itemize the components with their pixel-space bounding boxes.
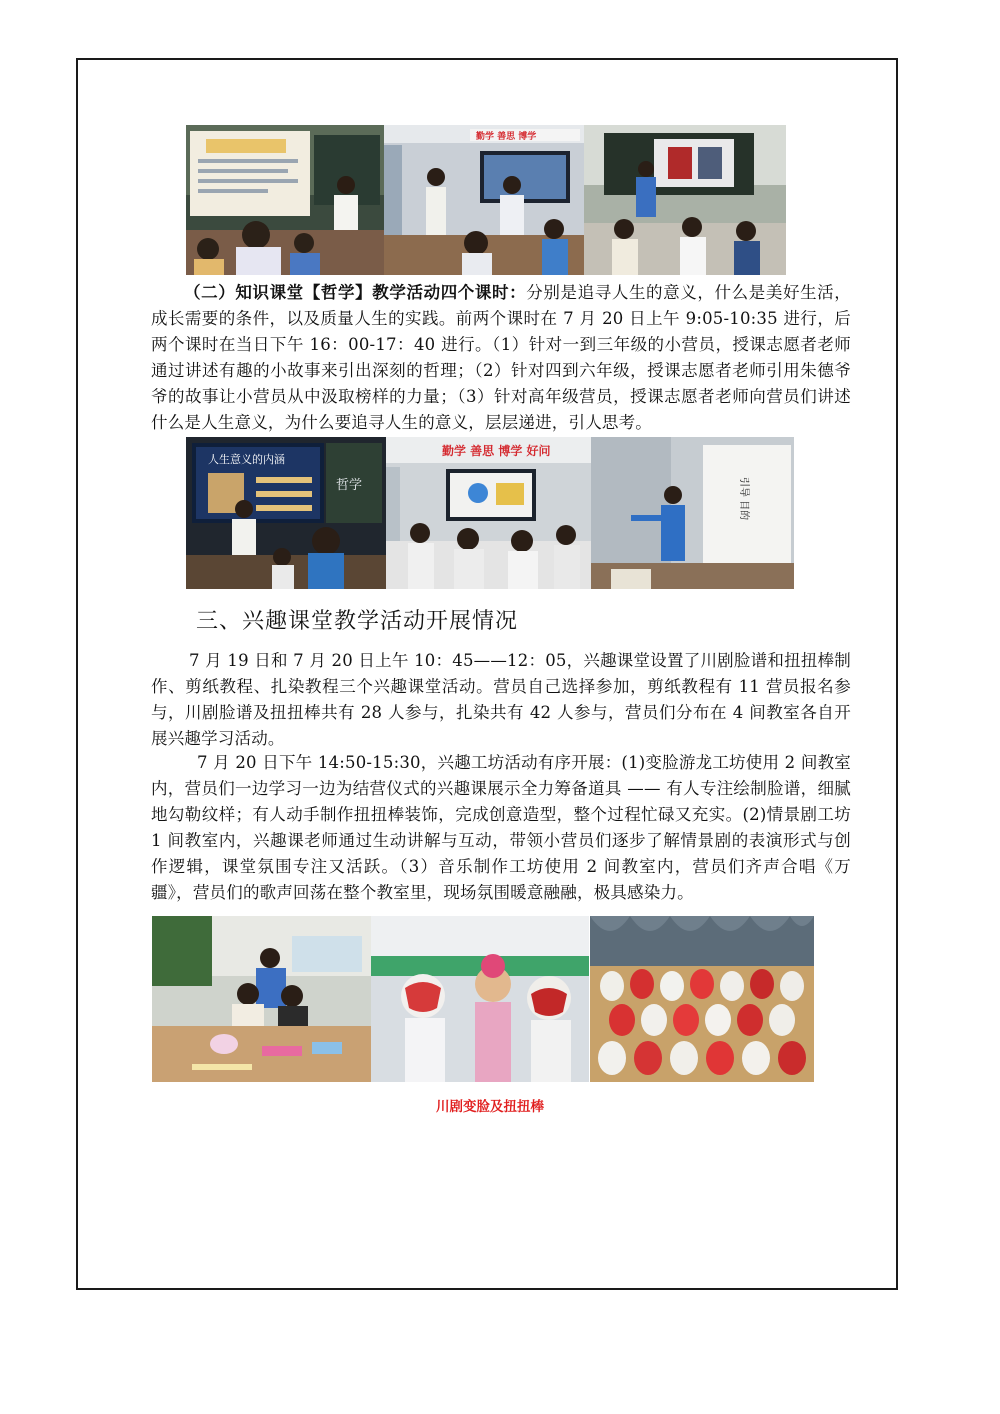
activity-photo-1 [152, 916, 371, 1082]
photo-caption: 川剧变脸及扭扭棒 [436, 1099, 544, 1115]
philosophy-class-lead: （二）知识课堂【哲学】教学活动四个课时： [184, 283, 527, 302]
slide-title-text: 人生意义的内涵 [208, 453, 285, 466]
blackboard-text: 哲学 [336, 478, 363, 493]
philosophy-photo-3 [591, 437, 794, 589]
activity-photo-3 [590, 916, 814, 1082]
interest-class-paragraph: 7 月 19 日和 7 月 20 日上午 10：45——12：05，兴趣课堂设置了川剧脸谱和扭扭棒制作、剪纸教程、扎染教程三个兴趣课堂活动。营员自己选择参加，剪纸教程有 11 营员报名参与，川剧脸谱及扭扭棒共有 28 人参与，扎染共有 42 人参与，营员们分布在 4 间教室各自开展兴趣学习活动。 [151, 651, 851, 748]
philosophy-photo-1 [186, 437, 386, 589]
philosophy-class-paragraph [151, 280, 851, 436]
philosophy-photo-2 [386, 437, 591, 589]
activity-photo-2 [371, 916, 589, 1082]
philosophy-class-body: 分别是追寻人生的意义，什么是美好生活，成长需要的条件，以及质量人生的实践。前两个课时在 7 月 20 日上午 9:05-10:35 进行，后两个课时在当日下午 16：00-17：40 进行。（1）针对一到三年级的小营员，授课志愿者老师通过讲述有趣的小故事来引出深刻的哲理；（2）针对四到六年级，授课志愿者老师引用朱德爷爷的故事让小营员从中汲取榜样的力量；（3）针对高年级营员，授课志愿者老师向营员们讲述什么是人生意义，为什么要追寻人生的意义，层层递进，引人思考。 [151, 283, 851, 432]
classroom-photo-2 [384, 125, 584, 275]
classroom-banner-text: 勤学 善思 博学 好问 [442, 444, 551, 458]
classroom-photo-3 [584, 125, 786, 275]
classroom-photo-1 [186, 125, 384, 275]
svg-text:勤学 善思 博学: 勤学 善思 博学 [476, 132, 537, 142]
workshop-paragraph: 7 月 20 日下午 14:50-15:30，兴趣工坊活动有序开展：(1)变脸游龙工坊使用 2 间教室内，营员们一边学习一边为结营仪式的兴趣课展示全力筹备道具 —— 有人专注绘制脸谱，细腻地勾勒纹样；有人动手制作扭扭棒装饰，完成创意造型，整个过程忙碌又充实。(2)情景剧工坊 1 间教室内，兴趣课老师通过生动讲解与互动，带领小营员们逐步了解情景剧的表演形式与创作逻辑，课堂氛围专注又活跃。（3）音乐制作工坊使用 2 间教室内，营员们齐声合唱《万疆》，营员们的歌声回荡在整个教室里，现场氛围暖意融融，极具感染力。 [151, 753, 851, 902]
section-heading: 三、兴趣课堂教学活动开展情况 [196, 609, 519, 634]
board-handwriting-text: 引导 目的 [738, 477, 749, 521]
